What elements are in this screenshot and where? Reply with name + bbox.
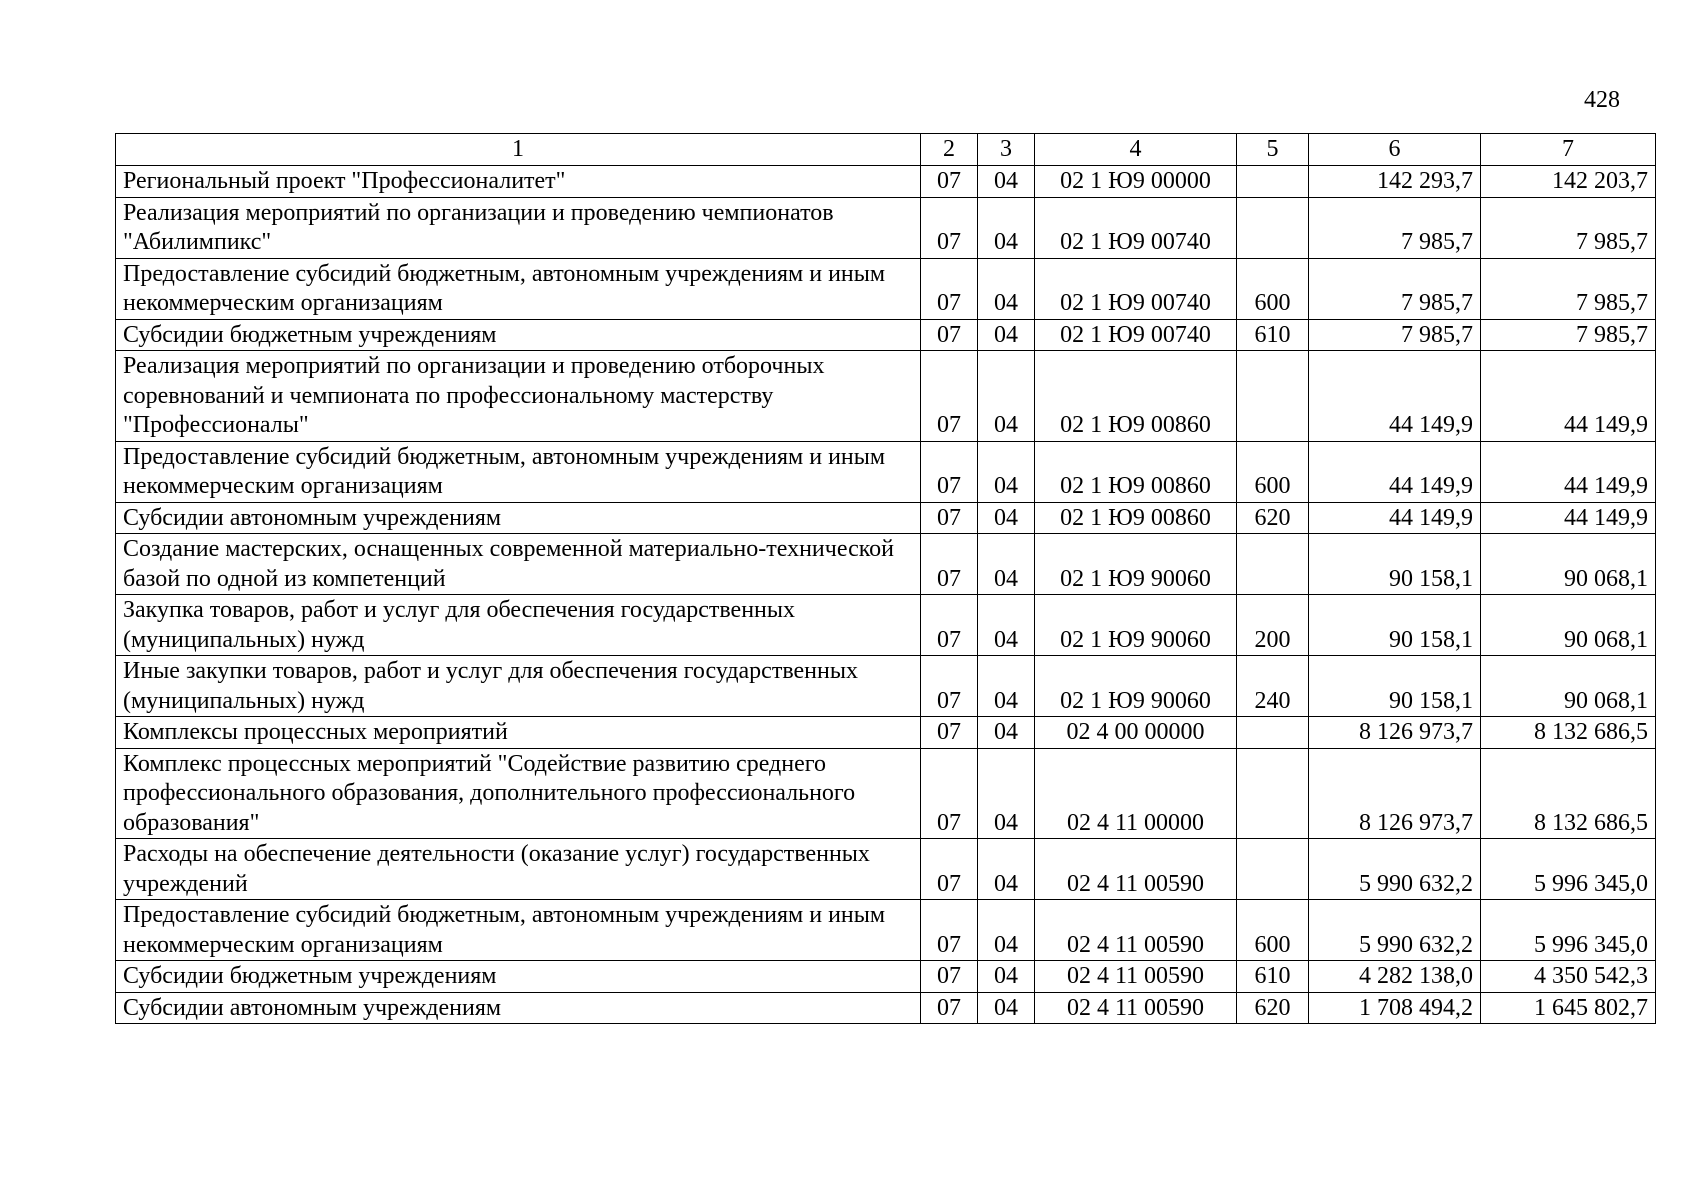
table-row (116, 656, 1656, 717)
row-subsection-cell: 04 (978, 441, 1035, 502)
row-name-cell: Предоставление субсидий бюджетным, автономным учреждениям и иным некоммерческим организациям (116, 900, 921, 961)
row-amount-2-cell: 90 068,1 (1481, 595, 1656, 656)
row-section-cell: 07 (921, 717, 978, 749)
table-row (116, 717, 1656, 749)
row-amount-1-cell: 44 149,9 (1309, 502, 1481, 534)
row-name-cell: Субсидии автономным учреждениям (116, 502, 921, 534)
row-section-cell: 07 (921, 748, 978, 839)
row-amount-1-cell: 5 990 632,2 (1309, 900, 1481, 961)
row-subsection-cell: 04 (978, 595, 1035, 656)
table-row (116, 258, 1656, 319)
row-subsection-cell: 04 (978, 900, 1035, 961)
table-row (116, 166, 1656, 198)
table-row (116, 992, 1656, 1024)
row-name-cell: Иные закупки товаров, работ и услуг для обеспечения государственных (муниципальных) нужд (116, 656, 921, 717)
row-section-cell: 07 (921, 900, 978, 961)
row-subsection-cell: 04 (978, 839, 1035, 900)
row-expense-type-cell (1237, 166, 1309, 198)
row-target-code-cell: 02 1 Ю9 90060 (1035, 656, 1237, 717)
row-expense-type-cell (1237, 534, 1309, 595)
table-row (116, 534, 1656, 595)
row-name-cell: Субсидии бюджетным учреждениям (116, 961, 921, 993)
row-expense-type-cell (1237, 197, 1309, 258)
table-header-row (116, 134, 1656, 166)
row-name-cell: Реализация мероприятий по организации и проведению отборочных соревнований и чемпионата по профессиональному мастерству "Профессионалы" (116, 351, 921, 442)
row-section-cell: 07 (921, 839, 978, 900)
row-section-cell: 07 (921, 319, 978, 351)
row-target-code-cell: 02 1 Ю9 00860 (1035, 351, 1237, 442)
row-amount-2-cell: 5 996 345,0 (1481, 839, 1656, 900)
page-number: 428 (1584, 87, 1620, 113)
row-section-cell: 07 (921, 197, 978, 258)
row-target-code-cell: 02 4 11 00000 (1035, 748, 1237, 839)
row-amount-1-cell: 7 985,7 (1309, 319, 1481, 351)
row-target-code-cell: 02 4 11 00590 (1035, 992, 1237, 1024)
row-amount-2-cell: 7 985,7 (1481, 319, 1656, 351)
row-name-cell: Закупка товаров, работ и услуг для обеспечения государственных (муниципальных) нужд (116, 595, 921, 656)
table-row (116, 502, 1656, 534)
row-amount-2-cell: 7 985,7 (1481, 197, 1656, 258)
row-subsection-cell: 04 (978, 534, 1035, 595)
row-target-code-cell: 02 1 Ю9 00740 (1035, 258, 1237, 319)
row-name-cell: Субсидии бюджетным учреждениям (116, 319, 921, 351)
column-header: 2 (921, 134, 978, 166)
row-amount-1-cell: 44 149,9 (1309, 351, 1481, 442)
row-target-code-cell: 02 1 Ю9 00860 (1035, 441, 1237, 502)
row-target-code-cell: 02 4 11 00590 (1035, 839, 1237, 900)
row-subsection-cell: 04 (978, 717, 1035, 749)
row-section-cell: 07 (921, 656, 978, 717)
column-header: 5 (1237, 134, 1309, 166)
row-subsection-cell: 04 (978, 197, 1035, 258)
row-amount-1-cell: 90 158,1 (1309, 656, 1481, 717)
row-expense-type-cell (1237, 748, 1309, 839)
row-amount-2-cell: 44 149,9 (1481, 441, 1656, 502)
row-subsection-cell: 04 (978, 502, 1035, 534)
row-amount-2-cell: 8 132 686,5 (1481, 717, 1656, 749)
row-name-cell: Предоставление субсидий бюджетным, автономным учреждениям и иным некоммерческим организациям (116, 441, 921, 502)
budget-table (115, 133, 1656, 1024)
row-amount-1-cell: 90 158,1 (1309, 595, 1481, 656)
column-header: 7 (1481, 134, 1656, 166)
row-amount-1-cell: 142 293,7 (1309, 166, 1481, 198)
row-subsection-cell: 04 (978, 992, 1035, 1024)
row-name-cell: Комплекс процессных мероприятий "Содействие развитию среднего профессионального образования, дополнительного профессионального образования" (116, 748, 921, 839)
row-subsection-cell: 04 (978, 258, 1035, 319)
row-section-cell: 07 (921, 351, 978, 442)
row-section-cell: 07 (921, 992, 978, 1024)
row-section-cell: 07 (921, 534, 978, 595)
row-amount-2-cell: 4 350 542,3 (1481, 961, 1656, 993)
row-amount-1-cell: 90 158,1 (1309, 534, 1481, 595)
row-name-cell: Комплексы процессных мероприятий (116, 717, 921, 749)
row-section-cell: 07 (921, 441, 978, 502)
row-expense-type-cell (1237, 839, 1309, 900)
row-amount-1-cell: 7 985,7 (1309, 258, 1481, 319)
table-row (116, 900, 1656, 961)
row-name-cell: Создание мастерских, оснащенных современной материально-технической базой по одной из компетенций (116, 534, 921, 595)
column-header: 4 (1035, 134, 1237, 166)
row-amount-1-cell: 5 990 632,2 (1309, 839, 1481, 900)
column-header: 3 (978, 134, 1035, 166)
row-amount-1-cell: 1 708 494,2 (1309, 992, 1481, 1024)
row-expense-type-cell: 600 (1237, 258, 1309, 319)
row-target-code-cell: 02 1 Ю9 00000 (1035, 166, 1237, 198)
row-amount-2-cell: 8 132 686,5 (1481, 748, 1656, 839)
row-expense-type-cell: 240 (1237, 656, 1309, 717)
row-expense-type-cell (1237, 351, 1309, 442)
table-row (116, 839, 1656, 900)
row-amount-1-cell: 44 149,9 (1309, 441, 1481, 502)
row-amount-2-cell: 44 149,9 (1481, 502, 1656, 534)
table-row (116, 319, 1656, 351)
table-row (116, 748, 1656, 839)
row-section-cell: 07 (921, 258, 978, 319)
row-target-code-cell: 02 4 11 00590 (1035, 961, 1237, 993)
row-name-cell: Субсидии автономным учреждениям (116, 992, 921, 1024)
table-row (116, 961, 1656, 993)
table-row (116, 197, 1656, 258)
row-section-cell: 07 (921, 166, 978, 198)
row-section-cell: 07 (921, 502, 978, 534)
row-section-cell: 07 (921, 595, 978, 656)
row-expense-type-cell: 600 (1237, 900, 1309, 961)
row-subsection-cell: 04 (978, 656, 1035, 717)
table-row (116, 351, 1656, 442)
row-target-code-cell: 02 1 Ю9 00740 (1035, 319, 1237, 351)
row-target-code-cell: 02 4 11 00590 (1035, 900, 1237, 961)
row-amount-1-cell: 8 126 973,7 (1309, 748, 1481, 839)
row-expense-type-cell: 200 (1237, 595, 1309, 656)
row-target-code-cell: 02 4 00 00000 (1035, 717, 1237, 749)
row-amount-2-cell: 1 645 802,7 (1481, 992, 1656, 1024)
row-name-cell: Расходы на обеспечение деятельности (оказание услуг) государственных учреждений (116, 839, 921, 900)
row-expense-type-cell: 610 (1237, 961, 1309, 993)
row-subsection-cell: 04 (978, 319, 1035, 351)
row-target-code-cell: 02 1 Ю9 90060 (1035, 595, 1237, 656)
row-amount-2-cell: 44 149,9 (1481, 351, 1656, 442)
row-expense-type-cell (1237, 717, 1309, 749)
row-amount-1-cell: 8 126 973,7 (1309, 717, 1481, 749)
row-amount-2-cell: 90 068,1 (1481, 656, 1656, 717)
table-row (116, 595, 1656, 656)
column-header: 6 (1309, 134, 1481, 166)
row-expense-type-cell: 600 (1237, 441, 1309, 502)
row-expense-type-cell: 620 (1237, 992, 1309, 1024)
row-name-cell: Реализация мероприятий по организации и проведению чемпионатов "Абилимпикс" (116, 197, 921, 258)
row-target-code-cell: 02 1 Ю9 00740 (1035, 197, 1237, 258)
row-amount-1-cell: 7 985,7 (1309, 197, 1481, 258)
row-amount-2-cell: 90 068,1 (1481, 534, 1656, 595)
row-amount-2-cell: 7 985,7 (1481, 258, 1656, 319)
row-expense-type-cell: 620 (1237, 502, 1309, 534)
row-amount-2-cell: 5 996 345,0 (1481, 900, 1656, 961)
row-expense-type-cell: 610 (1237, 319, 1309, 351)
column-header: 1 (116, 134, 921, 166)
row-name-cell: Региональный проект "Профессионалитет" (116, 166, 921, 198)
row-amount-2-cell: 142 203,7 (1481, 166, 1656, 198)
row-target-code-cell: 02 1 Ю9 90060 (1035, 534, 1237, 595)
row-target-code-cell: 02 1 Ю9 00860 (1035, 502, 1237, 534)
row-subsection-cell: 04 (978, 748, 1035, 839)
row-subsection-cell: 04 (978, 961, 1035, 993)
row-section-cell: 07 (921, 961, 978, 993)
row-name-cell: Предоставление субсидий бюджетным, автономным учреждениям и иным некоммерческим организациям (116, 258, 921, 319)
row-subsection-cell: 04 (978, 351, 1035, 442)
row-amount-1-cell: 4 282 138,0 (1309, 961, 1481, 993)
table-row (116, 441, 1656, 502)
row-subsection-cell: 04 (978, 166, 1035, 198)
